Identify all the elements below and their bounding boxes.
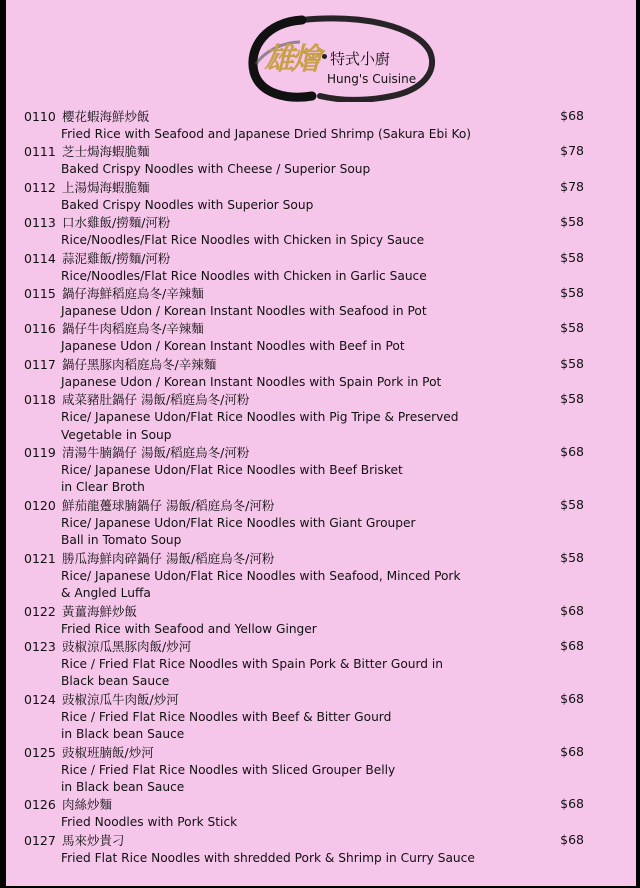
logo-script-text: 雄燴 — [264, 42, 318, 77]
menu-item-price: $68 — [560, 796, 584, 812]
menu-item-chinese-name: 鍋仔海鮮稻庭烏冬/辛辣麵 — [62, 286, 204, 302]
menu-item-price: $58 — [560, 214, 584, 230]
menu-item-code: 0123 — [24, 638, 56, 654]
menu-item-description: Baked Crispy Noodles with Cheese / Superior Soup — [61, 162, 371, 177]
menu-item-code: 0115 — [24, 286, 56, 302]
menu-item-price: $68 — [560, 831, 584, 847]
menu-item-chinese-name: 芝士焗海蝦脆麵 — [62, 144, 150, 160]
menu-item-chinese-name: 咸菜豬肚鍋仔 湯飯/稻庭烏冬/河粉 — [62, 392, 250, 408]
menu-item-header — [24, 796, 584, 814]
menu-item-header — [24, 179, 584, 197]
menu-item-price: $58 — [560, 496, 584, 512]
menu-item-chinese-name: 櫻花蝦海鮮炒飯 — [62, 109, 150, 124]
menu-item-header — [24, 638, 584, 656]
menu-item-description: Rice/ Japanese Udon/Flat Rice Noodles with Pig Tripe & Preserved Vegetable in Soup — [61, 410, 459, 442]
menu-item-chinese-name: 口水雞飯/撈麵/河粉 — [62, 215, 171, 231]
menu-item — [24, 391, 584, 444]
menu-item-header — [24, 320, 584, 338]
menu-item-code: 0118 — [24, 392, 56, 408]
menu-item-description: Rice/ Japanese Udon/Flat Rice Noodles with Seafood, Minced Pork & Angled Luffa — [61, 568, 461, 601]
menu-item-code: 0114 — [24, 250, 56, 266]
menu-item — [24, 550, 584, 603]
menu-item-price: $58 — [560, 249, 584, 265]
menu-item-code: 0126 — [24, 797, 56, 813]
menu-item — [24, 356, 584, 391]
menu-item-description: Fried Rice with Seafood and Japanese Dried Shrimp (Sakura Ebi Ko) — [61, 127, 472, 141]
menu-item-description: Rice/Noodles/Flat Rice Noodles with Chicken in Garlic Sauce — [61, 268, 427, 283]
menu-item-price: $68 — [560, 444, 584, 460]
menu-page — [6, 0, 636, 886]
menu-item-code: 0124 — [24, 691, 56, 707]
menu-item-description: Japanese Udon / Korean Instant Noodles with Beef in Pot — [61, 339, 405, 354]
menu-item-price: $68 — [560, 743, 584, 759]
logo-english-name: Hung's Cuisine — [327, 72, 417, 86]
menu-item-description: Rice/Noodles/Flat Rice Noodles with Chicken in Spicy Sauce — [61, 233, 425, 248]
menu-item-code: 0113 — [24, 215, 56, 231]
menu-item-description: Rice/ Japanese Udon/Flat Rice Noodles with Beef Brisket in Clear Broth — [61, 463, 403, 495]
menu-item-code: 0117 — [24, 356, 56, 372]
menu-item — [24, 179, 584, 214]
menu-item-header — [24, 497, 584, 515]
menu-item-chinese-name: 肉絲炒麵 — [62, 797, 113, 813]
menu-item-chinese-name: 清湯牛腩鍋仔 湯飯/稻庭烏冬/河粉 — [62, 445, 250, 461]
menu-item-header — [24, 391, 584, 409]
menu-item — [24, 320, 584, 355]
menu-item-header — [24, 356, 584, 374]
menu-item-header — [24, 444, 584, 462]
menu-item-chinese-name: 蒜泥雞飯/撈麵/河粉 — [62, 250, 171, 266]
menu-item-price: $58 — [560, 391, 584, 407]
menu-item-description: Japanese Udon / Korean Instant Noodles with Spain Pork in Pot — [61, 374, 442, 389]
menu-item-description: Fried Noodles with Pork Stick — [61, 815, 238, 830]
menu-item-header — [24, 603, 584, 621]
menu-item-chinese-name: 上湯焗海蝦脆麵 — [62, 179, 150, 195]
menu-item-code: 0110 — [24, 109, 56, 124]
menu-item-price: $58 — [560, 285, 584, 301]
menu-item-header — [24, 832, 584, 850]
menu-item-code: 0116 — [24, 321, 56, 337]
menu-item-header — [24, 550, 584, 568]
menu-item-price: $58 — [560, 320, 584, 336]
menu-item-code: 0122 — [24, 603, 56, 619]
menu-item-header — [24, 108, 584, 126]
menu-item-code: 0112 — [24, 179, 56, 195]
menu-item — [24, 744, 584, 797]
menu-item-price: $68 — [560, 690, 584, 706]
menu-item-description: Fried Rice with Seafood and Yellow Ginger — [61, 621, 317, 636]
logo-dot — [322, 54, 327, 59]
menu-item-chinese-name: 鍋仔黑豚肉稻庭烏冬/辛辣麵 — [62, 356, 217, 372]
menu-item — [24, 832, 584, 867]
menu-item-chinese-name: 黃薑海鮮炒飯 — [62, 603, 138, 619]
menu-list — [24, 108, 584, 867]
menu-item — [24, 250, 584, 285]
menu-item-chinese-name: 鍋仔牛肉稻庭烏冬/辛辣麵 — [62, 321, 204, 337]
menu-item-price: $68 — [560, 108, 584, 123]
menu-item — [24, 796, 584, 831]
menu-item-chinese-name: 豉椒涼瓜牛肉飯/炒河 — [62, 691, 179, 707]
menu-item — [24, 638, 584, 691]
menu-item-price: $58 — [560, 549, 584, 565]
menu-item-code: 0120 — [24, 497, 56, 513]
menu-item-description: Baked Crispy Noodles with Superior Soup — [61, 197, 314, 212]
menu-item — [24, 285, 584, 320]
menu-item-header — [24, 143, 584, 161]
menu-item-header — [24, 744, 584, 762]
menu-item — [24, 691, 584, 744]
menu-item — [24, 108, 584, 143]
menu-item-chinese-name: 馬來炒貴刁 — [62, 832, 125, 848]
menu-item-chinese-name: 勝瓜海鮮肉碎鍋仔 湯飯/稻庭烏冬/河粉 — [62, 550, 275, 566]
menu-item — [24, 603, 584, 638]
menu-item-code: 0111 — [24, 144, 56, 160]
menu-item-header — [24, 250, 584, 268]
menu-item-description: Fried Flat Rice Noodles with shredded Pork & Shrimp in Curry Sauce — [61, 850, 475, 865]
menu-item-code: 0127 — [24, 832, 56, 848]
menu-item-price: $58 — [560, 355, 584, 371]
menu-item-price: $68 — [560, 637, 584, 653]
menu-item-price: $68 — [560, 602, 584, 618]
menu-item — [24, 444, 584, 497]
menu-item-description: Rice/ Japanese Udon/Flat Rice Noodles with Giant Grouper Ball in Tomato Soup — [61, 515, 416, 548]
menu-item-description: Japanese Udon / Korean Instant Noodles with Seafood in Pot — [61, 304, 427, 319]
menu-item-chinese-name: 豉椒班腩飯/炒河 — [62, 744, 154, 760]
menu-item-description: Rice / Fried Flat Rice Noodles with Beef & Bitter Gourd in Black bean Sauce — [61, 709, 392, 742]
menu-item — [24, 497, 584, 550]
menu-item-header — [24, 691, 584, 709]
menu-item-code: 0125 — [24, 744, 56, 760]
menu-item-chinese-name: 豉椒涼瓜黑豚肉飯/炒河 — [62, 638, 192, 654]
menu-item-code: 0121 — [24, 550, 56, 566]
menu-item-description: Rice / Fried Flat Rice Noodles with Sliced Grouper Belly in Black bean Sauce — [61, 762, 396, 794]
menu-item-code: 0119 — [24, 445, 56, 461]
menu-item — [24, 214, 584, 249]
logo-chinese-name: 特式小廚 — [330, 50, 391, 68]
menu-item-header — [24, 214, 584, 232]
menu-item-price: $78 — [560, 143, 584, 159]
restaurant-logo — [242, 12, 442, 102]
menu-item-price: $78 — [560, 178, 584, 194]
menu-item — [24, 143, 584, 178]
menu-item-header — [24, 285, 584, 303]
menu-item-description: Rice / Fried Flat Rice Noodles with Spain Pork & Bitter Gourd in Black bean Sauce — [61, 656, 444, 689]
menu-item-chinese-name: 鮮茄龍躉球腩鍋仔 湯飯/稻庭烏冬/河粉 — [62, 497, 275, 513]
